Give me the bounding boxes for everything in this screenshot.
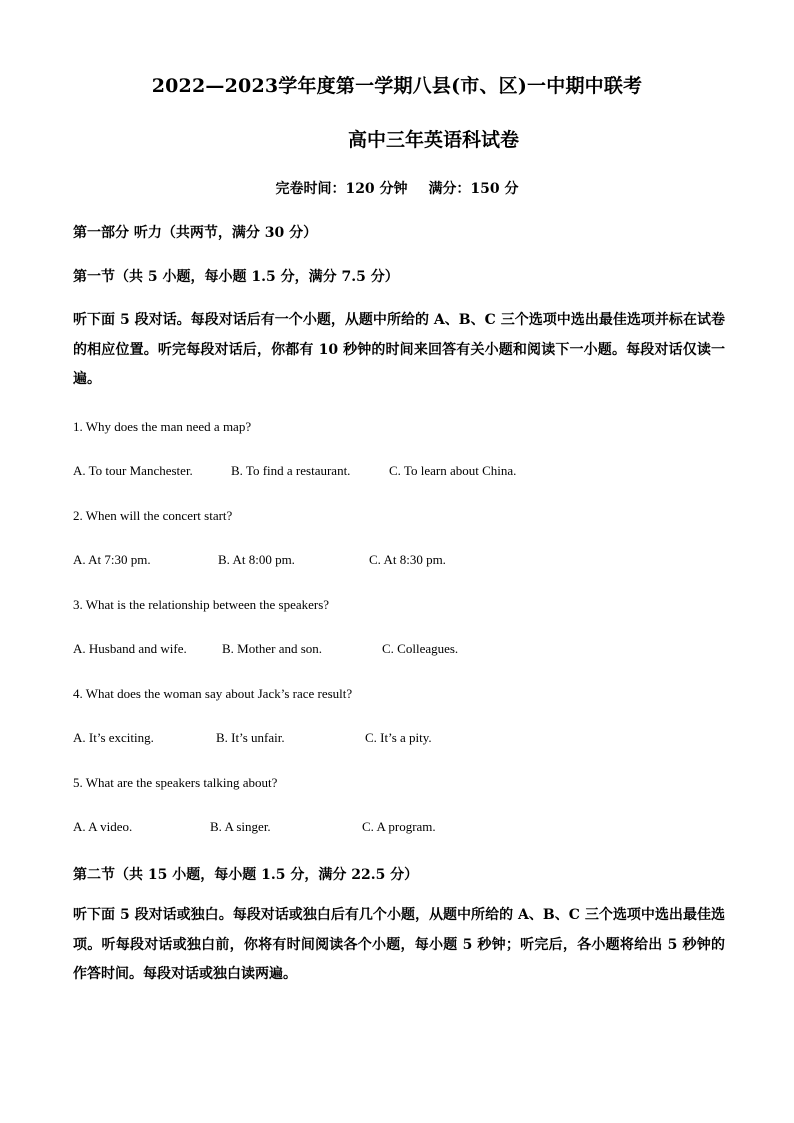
question-1-option-c: C. To learn about China. <box>389 463 517 478</box>
question-1-option-a: A. To tour Manchester. <box>73 463 193 478</box>
part1-heading: 第一部分 听力（共两节，满分 30 分） <box>73 225 318 241</box>
question-5-option-c: C. A program. <box>362 819 436 834</box>
section1-heading: 第一节（共 5 小题，每小题 1.5 分，满分 7.5 分） <box>73 269 399 285</box>
question-3-stem: 3. What is the relationship between the speakers? <box>73 597 330 612</box>
question-3-option-a: A. Husband and wife. <box>73 641 187 656</box>
exam-title: 2022—2023学年度第一学期八县(市、区)一中期中联考 <box>151 75 643 97</box>
question-4-option-b: B. It’s unfair. <box>216 730 285 745</box>
question-4-stem: 4. What does the woman say about Jack’s race result? <box>73 686 353 701</box>
question-2-option-c: C. At 8:30 pm. <box>369 552 446 567</box>
question-2-stem: 2. When will the concert start? <box>73 508 233 523</box>
question-1-stem: 1. Why does the man need a map? <box>73 419 252 434</box>
question-5-option-b: B. A singer. <box>210 819 271 834</box>
score-label: 满分：150 分 <box>428 181 519 197</box>
question-4-option-a: A. It’s exciting. <box>73 730 154 745</box>
question-1-option-b: B. To find a restaurant. <box>231 463 351 478</box>
question-4-option-c: C. It’s a pity. <box>365 730 432 745</box>
question-3-option-c: C. Colleagues. <box>382 641 459 656</box>
question-2-option-b: B. At 8:00 pm. <box>218 552 295 567</box>
section2-heading: 第二节（共 15 小题，每小题 1.5 分，满分 22.5 分） <box>73 867 419 883</box>
question-5-option-a: A. A video. <box>73 819 133 834</box>
question-2-option-a: A. At 7:30 pm. <box>73 552 151 567</box>
section1-instructions: 听下面 5 段对话。每段对话后有一个小题，从题中所给的 A、B、C 三个选项中选出最佳选项并标在试卷的相应位置。听完每段对话后，你都有 10 秒钟的时间来回答有关小题和阅读下一小题。每段对话仅读一遍。 <box>73 312 725 387</box>
question-5-stem: 5. What are the speakers talking about? <box>73 775 278 790</box>
exam-subtitle: 高中三年英语科试卷 <box>348 129 520 151</box>
time-label: 完卷时间：120 分钟 <box>275 181 408 197</box>
question-3-option-b: B. Mother and son. <box>222 641 323 656</box>
section2-instructions: 听下面 5 段对话或独白。每段对话或独白后有几个小题，从题中所给的 A、B、C 三个选项中选出最佳选项。听每段对话或独白前，你将有时间阅读各个小题，每小题 5 秒钟；听完后，各小题将给出 5 秒钟的作答时间。每段对话或独白读两遍。 <box>73 907 725 982</box>
exam-meta <box>0 178 794 198</box>
